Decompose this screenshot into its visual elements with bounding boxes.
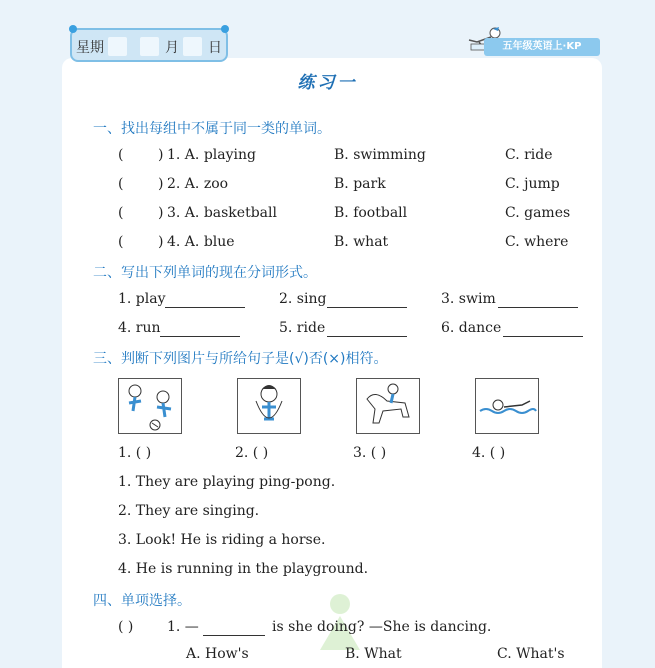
option-b: B. swimming [334,147,426,163]
sentence: 1. They are playing ping-pong. [118,474,336,490]
option-c: C. What's [497,646,565,662]
answer-blank[interactable] [327,307,407,308]
date-bar [70,28,228,62]
word-item: 3. swim [441,291,496,307]
word-item: 1. play [118,291,166,307]
month-label: 月 [165,40,179,56]
pin-icon [221,25,229,33]
option-a: A. How's [186,646,249,662]
answer-blank[interactable] [503,336,583,337]
section2-heading: 二、写出下列单词的现在分词形式。 [93,265,317,281]
answer-blank[interactable] [498,307,578,308]
word-item: 2. sing [279,291,327,307]
sentence: 3. Look! He is riding a horse. [118,532,326,548]
day-label: 日 [208,40,222,56]
week-box[interactable] [108,37,127,56]
option-a: 1. A. playing [167,147,256,163]
answer-blank[interactable] [160,336,240,337]
book-tag: 五年级英语上·KP [484,38,600,56]
picture-ping-pong [118,378,182,434]
option-a: 3. A. basketball [167,205,277,221]
option-a: 4. A. blue [167,234,235,250]
picture-answer[interactable]: 2. ( ) [235,445,269,461]
answer-blank[interactable] [327,336,407,337]
option-b: B. park [334,176,386,192]
answer-bracket-open[interactable]: ( [118,176,124,192]
option-c: C. ride [505,147,553,163]
picture-answer[interactable]: 1. ( ) [118,445,152,461]
page-title: 练习一 [297,73,358,93]
answer-bracket-close: ) [158,176,164,192]
week-label: 星期 [76,40,104,56]
section4-heading: 四、单项选择。 [93,593,191,609]
sentence: 2. They are singing. [118,503,260,519]
option-b: B. What [345,646,402,662]
q1-bracket[interactable]: ( ) [118,619,134,635]
answer-bracket-open[interactable]: ( [118,234,124,250]
answer-blank[interactable] [203,635,265,636]
picture-horse-riding [356,378,420,434]
answer-bracket-close: ) [158,234,164,250]
option-b: B. football [334,205,408,221]
option-b: B. what [334,234,389,250]
q1-text: is she doing? —She is dancing. [272,619,492,635]
picture-answer[interactable]: 3. ( ) [353,445,387,461]
answer-bracket-open[interactable]: ( [118,147,124,163]
option-c: C. jump [505,176,560,192]
section3-heading: 三、判断下列图片与所给句子是(√)否(×)相符。 [93,351,388,367]
picture-answer[interactable]: 4. ( ) [472,445,506,461]
pin-icon [69,25,77,33]
word-item: 4. run [118,320,161,336]
answer-bracket-open[interactable]: ( [118,205,124,221]
option-c: C. where [505,234,569,250]
section1-heading: 一、找出每组中不属于同一类的单词。 [93,121,331,137]
option-c: C. games [505,205,571,221]
month-box[interactable] [140,37,159,56]
answer-blank[interactable] [165,307,245,308]
sentence: 4. He is running in the playground. [118,561,369,577]
answer-bracket-close: ) [158,205,164,221]
picture-swimming [475,378,539,434]
picture-jump-rope [237,378,301,434]
day-box[interactable] [183,37,202,56]
answer-bracket-close: ) [158,147,164,163]
option-a: 2. A. zoo [167,176,229,192]
q1-number: 1. — [167,619,199,635]
word-item: 6. dance [441,320,502,336]
word-item: 5. ride [279,320,326,336]
